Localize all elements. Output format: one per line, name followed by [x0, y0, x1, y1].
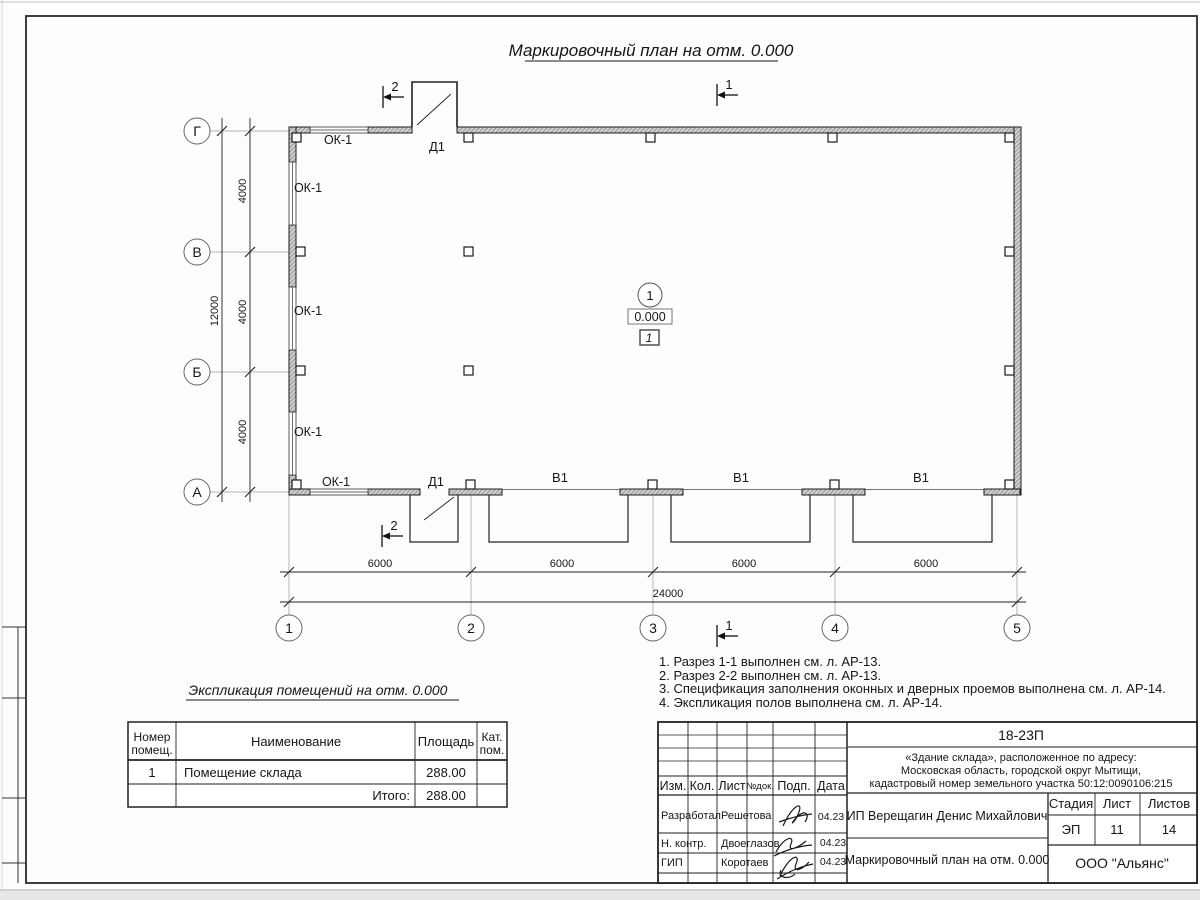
section-marker-2-bottom — [382, 518, 403, 547]
stage-label: Стадия — [1048, 796, 1094, 811]
room-area-cell: 288.00 — [426, 765, 466, 780]
company-name: ООО "Альянс" — [1075, 855, 1169, 871]
object-address-line2: Московская область, городской округ Мытищи, — [900, 765, 1142, 777]
total-label: Итого: — [372, 788, 410, 803]
total-area: 288.00 — [426, 788, 466, 803]
col-ndok: №док. — [746, 781, 774, 792]
sign-date: 04.23 — [819, 837, 847, 849]
room-name-cell: Помещение склада — [184, 765, 302, 780]
door-label: Д1 — [427, 474, 445, 489]
role-label: Н. контр. — [661, 838, 707, 850]
section-marker-1-bottom — [717, 618, 738, 647]
dock-box-1 — [489, 495, 628, 542]
stage-value: ЭП — [1061, 822, 1081, 837]
section-label: 1 — [725, 618, 733, 633]
person-name: Коротаев — [721, 857, 769, 869]
col-list: Лист — [718, 779, 746, 793]
door-leaf-top — [417, 94, 451, 125]
sign-date: 04.23 — [819, 856, 847, 868]
window-bottom — [310, 489, 368, 495]
col-data: Дата — [817, 779, 845, 793]
axis-bubbles — [184, 118, 1030, 641]
dock-box-2 — [671, 495, 810, 542]
sheet-label: Лист — [1102, 796, 1132, 811]
note-1: 1. Разрез 1-1 выполнен см. л. АР-13. — [659, 654, 882, 669]
dim-h-4: 6000 — [913, 558, 939, 570]
left-stamp-strip — [2, 627, 26, 883]
note-2: 2. Разрез 2-2 выполнен см. л. АР-13. — [659, 668, 882, 683]
col-header-area: Площадь — [417, 734, 475, 749]
section-marker-1-top — [717, 77, 738, 106]
bottom-door-vestibule — [410, 495, 458, 542]
plan-title: Маркировочный план на отм. 0.000 — [508, 41, 794, 60]
sheet-number: 11 — [1110, 822, 1124, 837]
axis-col-5: 5 — [1013, 620, 1021, 636]
sheets-total: 14 — [1161, 822, 1177, 837]
axis-col-1: 1 — [285, 620, 293, 636]
window-label: ОК-1 — [321, 475, 351, 489]
elevation-value: 0.000 — [634, 310, 666, 324]
col-izm: Изм. — [659, 779, 687, 793]
dim-h-total: 24000 — [652, 588, 684, 600]
room-num-cell: 1 — [148, 765, 156, 780]
axis-col-4: 4 — [831, 620, 839, 636]
section-label: 2 — [391, 79, 399, 94]
object-address-line3: кадастровый номер земельного участка 50:12:0090106:215 — [869, 778, 1173, 790]
floor-type: 1 — [645, 331, 653, 345]
titleblock — [658, 722, 1197, 883]
section-label: 2 — [390, 518, 398, 533]
dock-box-3 — [853, 495, 992, 542]
axis-col-2: 2 — [467, 620, 475, 636]
dim-v-total: 12000 — [209, 295, 221, 327]
dim-v-3: 4000 — [237, 419, 249, 445]
dim-h-3: 6000 — [731, 558, 757, 570]
dim-h-2: 6000 — [549, 558, 575, 570]
col-kol: Кол. — [689, 779, 715, 793]
top-vestibule — [412, 82, 457, 127]
door-label: Д1 — [428, 139, 446, 154]
sheets-label: Листов — [1147, 796, 1191, 811]
section-marker-2-top — [383, 79, 404, 108]
doc-code: 18-23П — [998, 727, 1044, 743]
note-3: 3. Спецификация заполнения оконных и дверных проемов выполнена см. л. АР-14. — [659, 681, 1166, 696]
axis-col-3: 3 — [649, 620, 657, 636]
window-label: ОК-1 — [293, 181, 323, 195]
col-header-name: Наименование — [250, 734, 342, 749]
window-label: ОК-1 — [293, 304, 323, 318]
dim-v-2: 4000 — [237, 299, 249, 325]
col-header-num: Номер — [133, 730, 171, 744]
door-leaf-bottom — [424, 497, 454, 520]
note-4: 4. Экспликация полов выполнена см. л. АР-14. — [659, 695, 943, 710]
opening-labels — [294, 133, 929, 489]
col-header-cat: пом. — [479, 743, 505, 757]
sign-date: 04.23 — [817, 811, 845, 823]
person-name: Решетова — [721, 810, 772, 822]
explication-title: Экспликация помещений на отм. 0.000 — [188, 682, 448, 698]
col-podp: Подп. — [777, 779, 811, 793]
gate-label: В1 — [552, 470, 568, 485]
section-label: 1 — [725, 77, 733, 92]
person-name: Двоеглазов — [721, 838, 780, 850]
col-header-cat: Кат. — [481, 730, 503, 744]
gate-label: В1 — [733, 470, 749, 485]
sheet-shadow — [0, 891, 1200, 900]
axis-row-g: Г — [193, 123, 201, 139]
axis-row-v: В — [192, 244, 202, 260]
object-address-line1: «Здание склада», расположенное по адресу: — [905, 752, 1137, 764]
dimension-lines — [209, 118, 1026, 607]
explication — [128, 682, 507, 807]
client-name: ИП Верещагин Денис Михайлович — [846, 809, 1048, 823]
room-number: 1 — [646, 288, 654, 303]
gate-label: В1 — [913, 470, 929, 485]
role-label: ГИП — [661, 857, 683, 869]
doc-title: Маркировочный план на отм. 0.000 — [844, 853, 1050, 867]
vestibules — [410, 82, 992, 542]
notes — [659, 654, 1166, 710]
dim-ticks-vertical — [217, 126, 255, 497]
dim-v-1: 4000 — [237, 178, 249, 204]
dim-h-1: 6000 — [367, 558, 393, 570]
room-markers — [628, 283, 672, 345]
axis-row-a: А — [192, 484, 202, 500]
col-header-num: помещ. — [131, 743, 173, 757]
role-label: Разработал — [661, 810, 721, 822]
window-label: ОК-1 — [293, 425, 323, 439]
window-label: ОК-1 — [323, 133, 353, 147]
axis-row-b: Б — [192, 364, 202, 380]
